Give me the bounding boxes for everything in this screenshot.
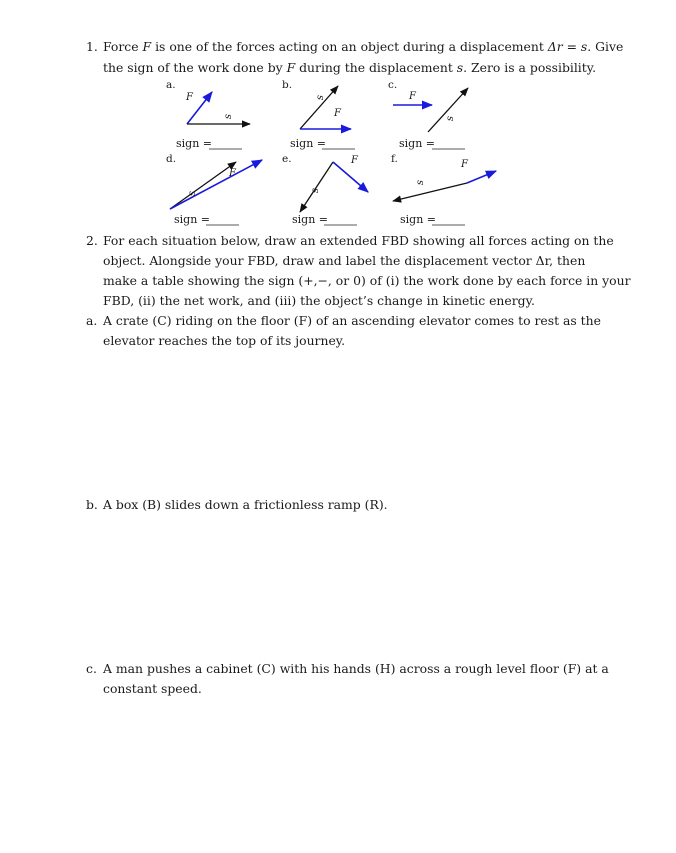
diagram-b-s-arrow (300, 86, 338, 129)
q2-line-1: For each situation below, draw an extended FBD showing all forces acting on the (103, 233, 614, 248)
q1-eq: = (562, 39, 581, 54)
q2a-line-2: elevator reaches the top of its journey. (103, 333, 346, 348)
diagram-d-s-arrow (170, 162, 236, 209)
diagram-c-s-label: s (445, 115, 457, 122)
diagram-c-label: c. (388, 79, 398, 91)
q1-line1-c: . Give (587, 39, 624, 54)
diagram-a-F-label: F (186, 92, 193, 103)
diagram-b-sign-label: sign = (290, 137, 327, 150)
diagram-b-F-label: F (334, 108, 341, 119)
diagram-a-label: a. (166, 79, 176, 91)
diagram-c-s-arrow (428, 88, 468, 132)
q1-F-symbol: F (142, 39, 152, 54)
diagram-b-s-label: s (315, 94, 327, 101)
diagram-f-s-arrow (393, 183, 467, 201)
q1-s-symbol: s (580, 39, 588, 54)
q2-number: 2. (86, 233, 98, 248)
diagram-f-F-arrow (467, 171, 496, 183)
q2-line-2: object. Alongside your FBD, draw and label the displacement vector Δr, then (103, 253, 586, 268)
diagram-c-F-label: F (409, 91, 416, 102)
diagram-e-F-arrow (333, 162, 368, 192)
q2c-line-2: constant speed. (103, 681, 202, 696)
q2c-label: c. (86, 661, 97, 676)
q1-line2-c: . Zero is a possibility. (463, 60, 597, 75)
diagram-f-sign-label: sign = (400, 213, 437, 226)
q2b-line-1: A box (B) slides down a frictionless ramp (R). (103, 497, 388, 512)
q1-line1-a: Force (103, 39, 143, 54)
q1-line1-b: is one of the forces acting on an object during a displacement (151, 39, 548, 54)
diagram-d-label: d. (166, 153, 177, 165)
q2b-label: b. (86, 497, 98, 512)
diagram-c-sign-label: sign = (399, 137, 436, 150)
diagram-d-s-label: s (187, 190, 199, 197)
diagram-f-F-label: F (461, 159, 468, 170)
diagram-d-F-arrow (170, 160, 262, 209)
diagram-e-sign-label: sign = (292, 213, 329, 226)
q1-line2-b: during the displacement (295, 60, 457, 75)
q1-line2-a: the sign of the work done by (103, 60, 287, 75)
q2a-line-1: A crate (C) riding on the floor (F) of an ascending elevator comes to rest as the (103, 313, 601, 328)
q1-number: 1. (86, 39, 98, 54)
diagram-e-label: e. (282, 153, 292, 165)
diagram-a-s-label: s (223, 113, 235, 120)
q2-line-4: FBD, (ii) the net work, and (iii) the object’s change in kinetic energy. (103, 293, 535, 308)
diagram-a-sign-label: sign = (176, 137, 213, 150)
diagram-f-s-label: s (415, 179, 427, 186)
diagram-e-s-label: s (310, 187, 322, 194)
q2c-line-1: A man pushes a cabinet (C) with his hands (H) across a rough level floor (F) at a (103, 661, 609, 676)
q1-F-symbol-2: F (286, 60, 296, 75)
q1-dr-symbol: Δr (547, 39, 563, 54)
q2a-label: a. (86, 313, 98, 328)
q1-s-symbol-2: s (456, 60, 464, 75)
diagram-d-sign-label: sign = (174, 213, 211, 226)
diagram-b-label: b. (282, 79, 293, 91)
q2-line-3: make a table showing the sign (+,−, or 0) of (i) the work done by each force in your (103, 273, 631, 288)
diagram-f-label: f. (391, 153, 398, 165)
diagram-d-F-label: F (229, 168, 236, 179)
diagram-e-F-label: F (351, 155, 358, 166)
